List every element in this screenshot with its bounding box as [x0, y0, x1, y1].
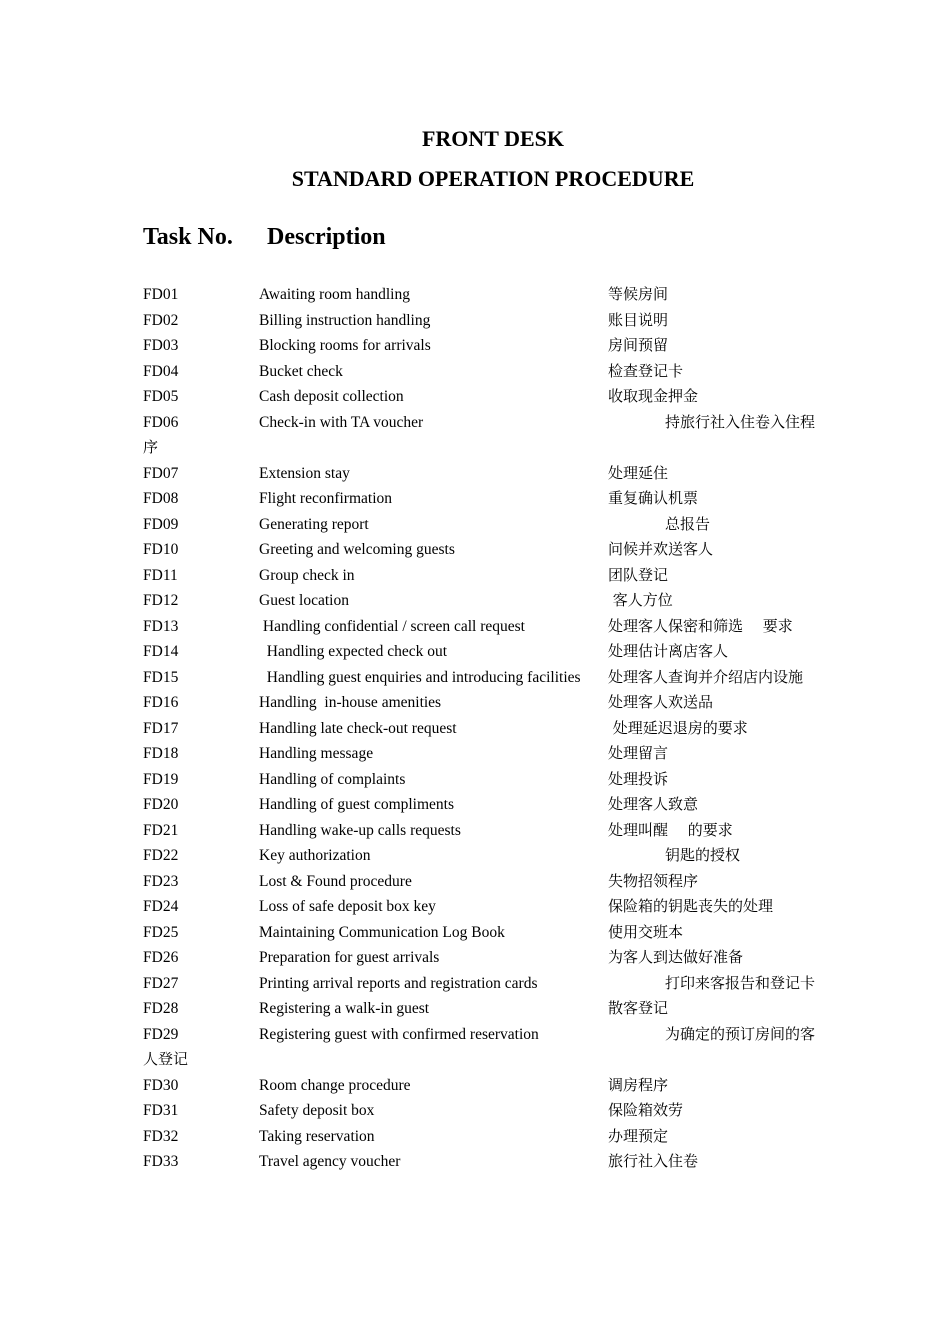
task-description: Travel agency voucher [259, 1153, 401, 1170]
task-code: FD24 [143, 898, 179, 915]
task-row [143, 818, 843, 844]
task-row [143, 512, 843, 538]
task-description: Key authorization [259, 847, 371, 864]
task-chinese-description: 问候并欢送客人 [608, 540, 714, 558]
task-chinese-description: 处理延住 [608, 463, 669, 482]
task-description: Loss of safe deposit box key [259, 898, 436, 915]
task-row [143, 1149, 843, 1175]
task-row [143, 614, 843, 640]
task-description: Handling wake-up calls requests [259, 821, 461, 839]
task-chinese-description: 处理客人保密和筛选 要求 [608, 616, 793, 635]
task-code: FD27 [143, 974, 179, 992]
task-row [143, 665, 843, 691]
task-description: Bucket check [259, 362, 343, 380]
task-description: Group check in [259, 566, 355, 584]
task-row [143, 894, 843, 920]
task-code: FD28 [143, 1000, 179, 1017]
task-code: FD17 [143, 719, 179, 737]
task-chinese-description: 散客登记 [608, 999, 669, 1017]
task-chinese-continuation: 人登记 [143, 1050, 189, 1068]
task-code: FD33 [143, 1153, 179, 1170]
task-description: Handling late check-out request [259, 719, 457, 737]
task-description: Check-in with TA voucher [259, 413, 424, 431]
task-chinese-description: 钥匙的授权 [665, 846, 741, 864]
task-chinese-description: 处理留言 [608, 744, 669, 762]
document-title: FRONT DESK [421, 126, 564, 151]
task-chinese-description: 账目说明 [608, 310, 669, 329]
task-description: Cash deposit collection [259, 388, 404, 405]
task-code: FD02 [143, 311, 179, 329]
task-row [143, 843, 843, 869]
task-row [143, 1022, 843, 1073]
column-header-task-no: Task No. [143, 224, 233, 250]
task-description: Extension stay [259, 464, 350, 482]
column-header-description: Description [267, 224, 386, 250]
task-code: FD30 [143, 1076, 179, 1094]
task-row [143, 563, 843, 589]
task-chinese-description: 处理估计离店客人 [608, 642, 729, 660]
task-description: Billing instruction handling [259, 311, 431, 329]
task-chinese-description: 总报告 [665, 514, 711, 533]
task-code: FD11 [143, 566, 178, 584]
task-description: Registering guest with confirmed reservation [259, 1025, 539, 1043]
task-code: FD32 [143, 1127, 179, 1145]
task-description: Taking reservation [259, 1127, 375, 1145]
task-row [143, 461, 843, 487]
task-description: Handling of guest compliments [259, 796, 455, 813]
task-chinese-description: 收取现金押金 [608, 387, 699, 405]
task-chinese-description: 打印来客报告和登记卡 [665, 973, 816, 992]
task-description: Handling of complaints [259, 770, 406, 788]
task-row [143, 971, 843, 997]
task-code: FD13 [143, 617, 179, 635]
task-description: Greeting and welcoming guests [259, 541, 455, 558]
task-chinese-description: 处理客人查询并介绍店内设施 [608, 667, 804, 686]
task-code: FD31 [143, 1102, 179, 1119]
task-row [143, 767, 843, 793]
task-description: Handling expected check out [259, 643, 448, 660]
task-chinese-description: 客人方位 [608, 591, 673, 609]
task-description: Registering a walk-in guest [259, 1000, 430, 1017]
task-row [143, 792, 843, 818]
task-description: Handling confidential / screen call request [259, 617, 525, 635]
task-description: Handling message [259, 745, 374, 762]
task-code: FD09 [143, 515, 179, 533]
task-row [143, 1073, 843, 1099]
task-chinese-description: 旅行社入住卷 [608, 1152, 699, 1170]
task-code: FD15 [143, 668, 179, 686]
task-row [143, 410, 843, 461]
task-chinese-description: 办理预定 [608, 1126, 669, 1145]
task-chinese-description: 处理叫醒 的要求 [608, 820, 733, 839]
task-code: FD25 [143, 923, 179, 941]
task-row [143, 537, 843, 563]
task-description: Preparation for guest arrivals [259, 949, 440, 966]
task-chinese-description: 重复确认机票 [608, 489, 699, 507]
task-row [143, 308, 843, 334]
task-description: Room change procedure [259, 1076, 411, 1094]
task-chinese-description: 失物招领程序 [608, 871, 699, 890]
task-code: FD20 [143, 796, 179, 813]
task-list [143, 282, 843, 1175]
document-subtitle: STANDARD OPERATION PROCEDURE [291, 166, 695, 191]
task-code: FD19 [143, 770, 179, 788]
task-chinese-description: 为确定的预订房间的客 [665, 1024, 816, 1043]
task-description: Lost & Found procedure [259, 872, 412, 890]
task-chinese-description: 团队登记 [608, 565, 669, 584]
task-chinese-description: 使用交班本 [608, 922, 684, 941]
task-description: Maintaining Communication Log Book [259, 923, 505, 941]
task-code: FD03 [143, 337, 179, 354]
task-code: FD29 [143, 1025, 179, 1043]
task-chinese-description: 调房程序 [608, 1075, 669, 1094]
task-code: FD12 [143, 592, 179, 609]
task-code: FD04 [143, 362, 179, 380]
task-description: Handling in-house amenities [259, 694, 442, 711]
task-description: Blocking rooms for arrivals [259, 337, 431, 354]
task-chinese-description: 处理客人致意 [608, 795, 699, 813]
task-chinese-description: 保险箱的钥匙丧失的处理 [608, 897, 774, 915]
task-description: Generating report [259, 515, 369, 533]
task-description: Awaiting room handling [259, 286, 410, 303]
task-chinese-description: 房间预留 [608, 336, 669, 354]
task-row [143, 588, 843, 614]
task-description: Printing arrival reports and registration cards [259, 974, 538, 992]
task-chinese-continuation: 序 [143, 438, 159, 456]
task-description: Safety deposit box [259, 1102, 375, 1119]
task-row [143, 741, 843, 767]
task-code: FD06 [143, 413, 179, 431]
task-row [143, 945, 843, 971]
task-row [143, 869, 843, 895]
task-chinese-description: 处理延迟退房的要求 [608, 718, 748, 737]
task-description: Handling guest enquiries and introducing facilities [259, 668, 581, 686]
task-row [143, 1098, 843, 1124]
task-description: Flight reconfirmation [259, 490, 393, 507]
task-row [143, 639, 843, 665]
task-code: FD23 [143, 872, 179, 890]
task-code: FD10 [143, 541, 179, 558]
task-code: FD16 [143, 694, 179, 711]
task-code: FD18 [143, 745, 179, 762]
task-row [143, 384, 843, 410]
task-chinese-description: 持旅行社入住卷入住程 [665, 412, 816, 431]
task-code: FD05 [143, 388, 179, 405]
task-code: FD26 [143, 949, 179, 966]
task-code: FD08 [143, 490, 179, 507]
task-row [143, 359, 843, 385]
task-row [143, 690, 843, 716]
task-chinese-description: 为客人到达做好准备 [608, 948, 744, 966]
task-chinese-description: 保险箱效劳 [608, 1101, 684, 1119]
task-chinese-description: 处理客人欢送品 [608, 693, 714, 711]
task-code: FD07 [143, 464, 179, 482]
task-code: FD14 [143, 643, 179, 660]
task-row [143, 996, 843, 1022]
task-code: FD01 [143, 286, 179, 303]
task-code: FD21 [143, 821, 179, 839]
task-row [143, 333, 843, 359]
task-row [143, 1124, 843, 1150]
task-row [143, 716, 843, 742]
task-description: Guest location [259, 592, 349, 609]
task-chinese-description: 处理投诉 [608, 769, 669, 788]
task-row [143, 486, 843, 512]
task-chinese-description: 等候房间 [608, 285, 669, 303]
task-chinese-description: 检查登记卡 [608, 361, 684, 380]
task-code: FD22 [143, 847, 179, 864]
task-row [143, 920, 843, 946]
task-row [143, 282, 843, 308]
